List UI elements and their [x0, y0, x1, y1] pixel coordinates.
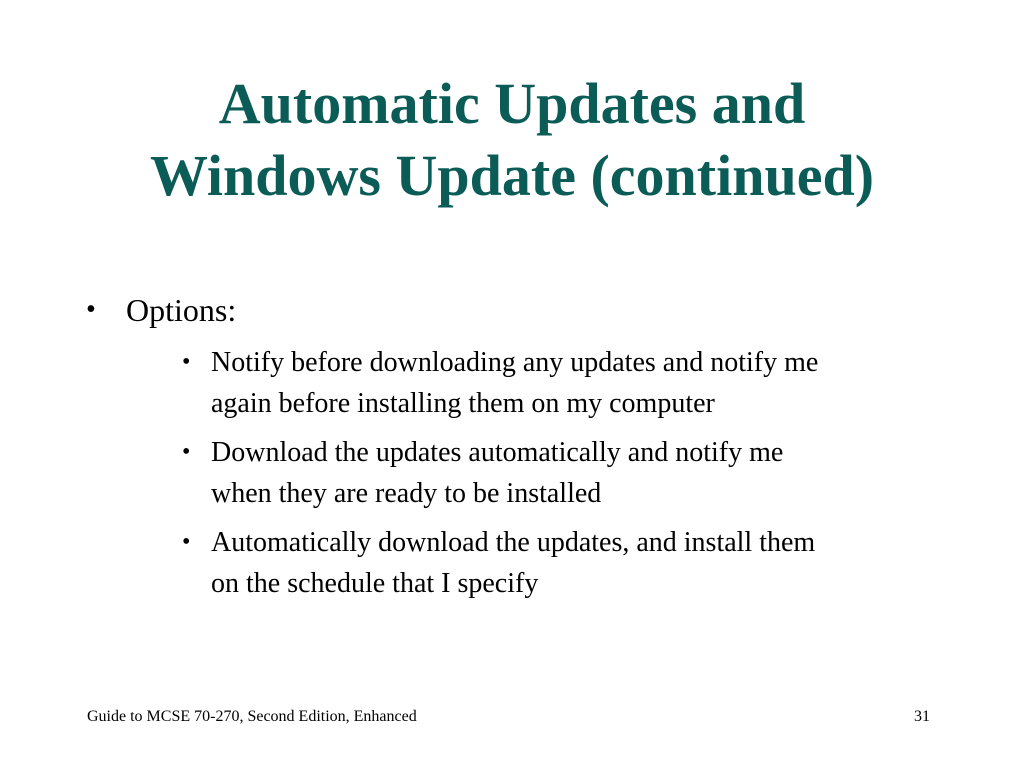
footer-course-title: Guide to MCSE 70-270, Second Edition, Enhanced: [87, 708, 417, 725]
bullet-options-label: Options:: [126, 292, 237, 328]
sub-bullet-dot-icon: •: [182, 439, 191, 465]
slide-title-line-1: Automatic Updates and: [218, 71, 806, 136]
slide-title-line-2: Windows Update (continued): [149, 143, 875, 208]
sub-bullet-list: [126, 342, 946, 604]
slide-title: [60, 68, 964, 212]
sub-bullet-item: [166, 522, 971, 604]
sub-bullet-dot-icon: •: [182, 529, 191, 555]
sub-bullet-text-line-1: Notify before downloading any updates and notify me: [211, 347, 819, 378]
bullet-list: [86, 288, 946, 604]
sub-bullet-item: [166, 432, 971, 514]
bullet-options: [86, 288, 946, 604]
sub-bullet-dot-icon: •: [182, 349, 191, 375]
footer-page-number: 31: [914, 708, 930, 725]
sub-bullet-text-line-2: again before installing them on my computer: [211, 388, 715, 419]
sub-bullet-text-line-2: on the schedule that I specify: [211, 568, 539, 599]
sub-bullet-text-line-1: Download the updates automatically and notify me: [211, 437, 784, 468]
bullet-dot-icon: •: [86, 294, 96, 325]
slide-content: [86, 288, 946, 612]
sub-bullet-text-line-1: Automatically download the updates, and install them: [211, 527, 816, 558]
sub-bullet-text-line-2: when they are ready to be installed: [211, 478, 602, 509]
sub-bullet-item: [166, 342, 971, 424]
